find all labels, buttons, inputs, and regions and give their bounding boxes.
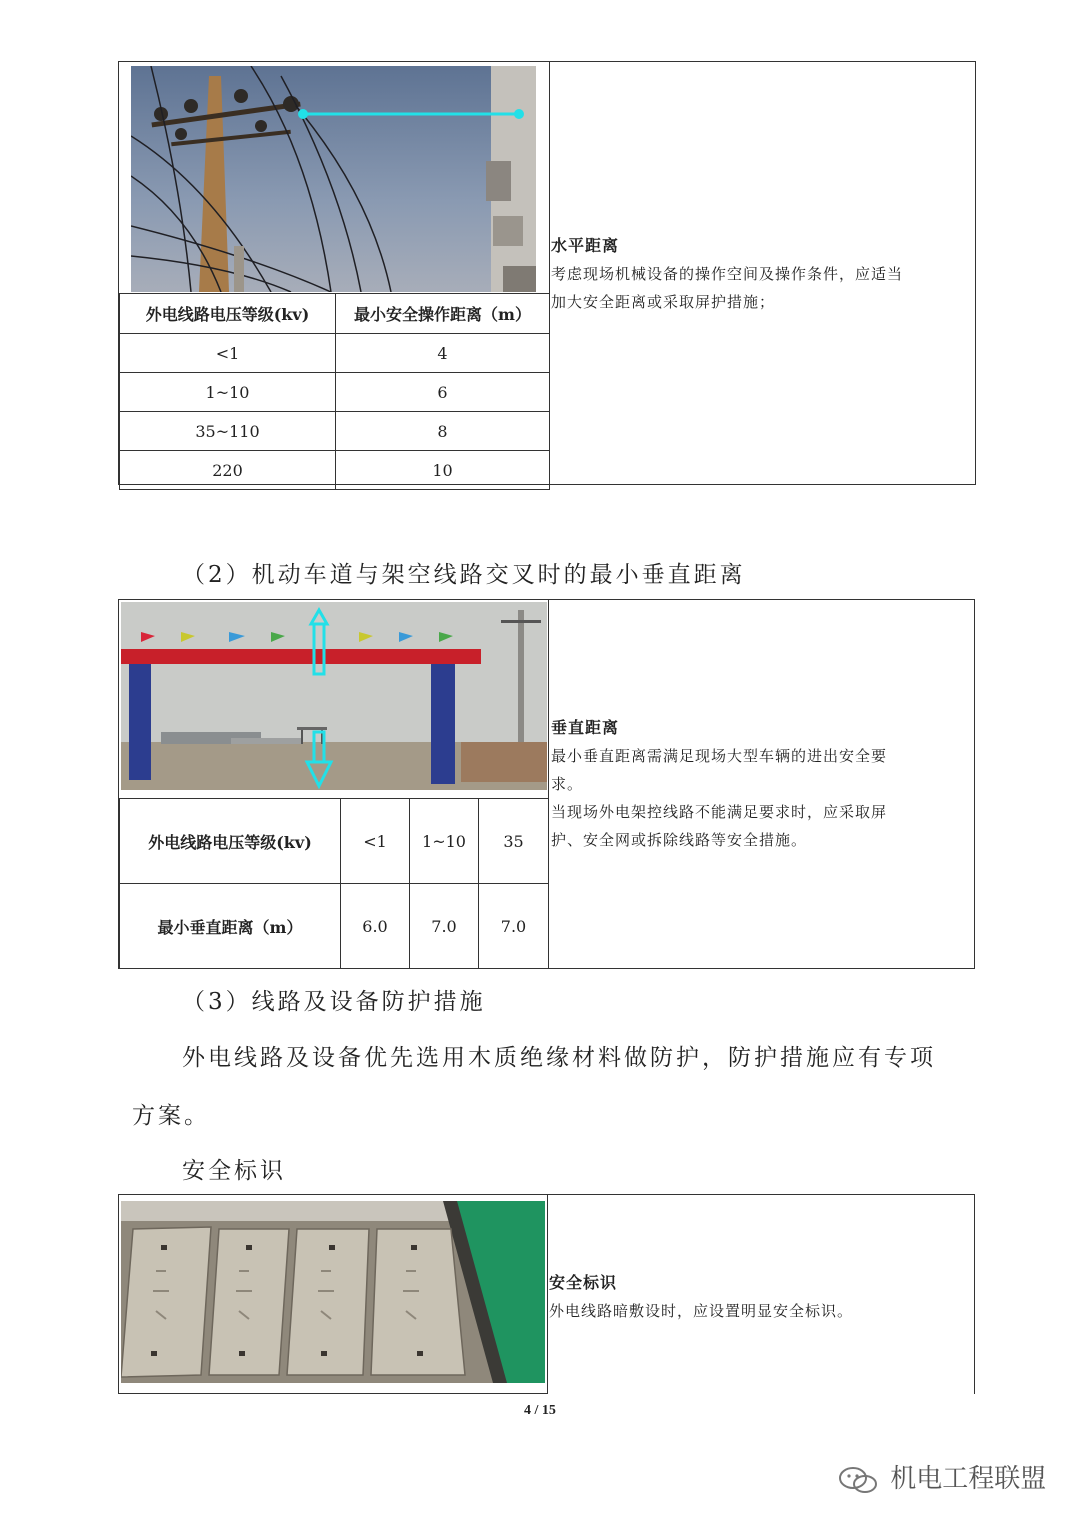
desc-line: 当现场外电架控线路不能满足要求时，应采取屏 — [551, 803, 888, 821]
desc-title: 垂直距离 — [551, 718, 620, 737]
table-cell: 7.0 — [410, 884, 479, 969]
table-cell: <1 — [120, 334, 336, 373]
desc-line: 护、安全网或拆除线路等安全措施。 — [551, 831, 808, 849]
section3-paragraph-line1: 外电线路及设备优先选用木质绝缘材料做防护，防护措施应有专项 — [182, 1045, 936, 1071]
table-row-label: 最小垂直距离（m） — [120, 884, 341, 969]
section3-divider — [547, 1195, 548, 1394]
vertical-distance-table — [119, 798, 549, 969]
safety-sign-box — [118, 1194, 975, 1394]
watermark — [838, 1458, 1046, 1495]
vertical-distance-description — [551, 714, 887, 854]
table-cell: 10 — [336, 451, 550, 490]
watermark-text: 机电工程联盟 — [890, 1464, 1047, 1494]
desc-title: 水平距离 — [551, 236, 620, 255]
table-header: 外电线路电压等级(kv) — [120, 294, 336, 334]
desc-line: 加大安全距离或采取屏护措施； — [551, 293, 776, 311]
wechat-icon — [838, 1464, 890, 1494]
table-cell: 4 — [336, 334, 550, 373]
section3-paragraph-line2: 方案。 — [132, 1103, 210, 1129]
desc-title: 安全标识 — [549, 1273, 618, 1292]
table-cell: 35 — [479, 799, 549, 884]
horizontal-distance-box — [118, 61, 976, 485]
desc-line: 外电线路暗敷设时，应设置明显安全标识。 — [549, 1302, 854, 1320]
power-pole-photo — [131, 66, 536, 292]
table-cell: 1~10 — [120, 373, 336, 412]
table-cell: 1~10 — [410, 799, 479, 884]
table-cell: 6.0 — [341, 884, 410, 969]
horizontal-distance-description — [551, 232, 903, 316]
horizontal-distance-table — [119, 293, 550, 490]
table-cell: 6 — [336, 373, 550, 412]
cable-cover-photo — [121, 1201, 545, 1383]
desc-line: 考虑现场机械设备的操作空间及操作条件，应适当 — [551, 265, 904, 283]
section3-heading: （3）线路及设备防护措施 — [182, 989, 486, 1015]
desc-line: 求。 — [551, 775, 584, 793]
safety-sign-subheading: 安全标识 — [182, 1158, 286, 1184]
vertical-distance-box — [118, 599, 975, 969]
table-header: 最小安全操作距离（m） — [336, 294, 550, 334]
gate-arch-photo — [121, 602, 547, 790]
table-row-label: 外电线路电压等级(kv) — [120, 799, 341, 884]
table-cell: 220 — [120, 451, 336, 490]
table-cell: <1 — [341, 799, 410, 884]
table-cell: 35~110 — [120, 412, 336, 451]
desc-line: 最小垂直距离需满足现场大型车辆的进出安全要 — [551, 747, 888, 765]
table-cell: 7.0 — [479, 884, 549, 969]
safety-sign-description — [549, 1269, 853, 1325]
page-number: 4 / 15 — [524, 1403, 556, 1418]
table-cell: 8 — [336, 412, 550, 451]
bottom-rule — [118, 1393, 548, 1394]
section2-heading: （2）机动车道与架空线路交叉时的最小垂直距离 — [182, 562, 746, 588]
